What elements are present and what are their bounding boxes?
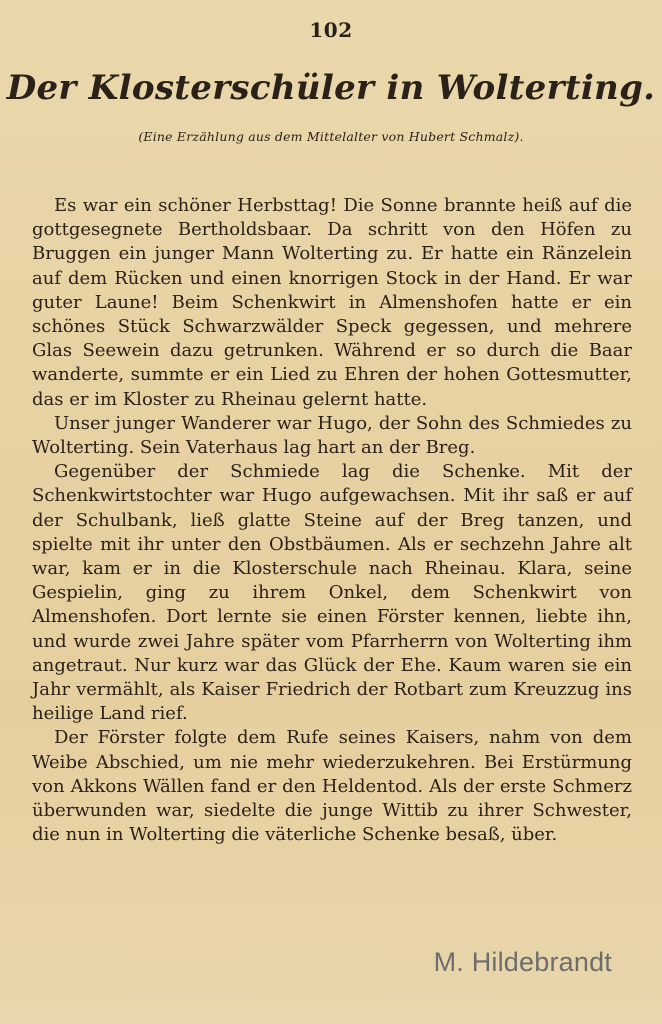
paragraph-4: Der Förster folgte dem Rufe seines Kaisers, nahm von dem Weibe Abschied, um nie mehr wiederzukehren. Bei Erstürmung von Akkons Wällen fand er den Heldentod. Als der erste Schmerz überwunden war, siedelte die junge Wittib zu ihrer Schwester, die nun in Wolterting die väterliche Schenke besaß, über.: [32, 727, 632, 846]
story-subtitle: (Eine Erzählung aus dem Mittelalter von Hubert Schmalz).: [138, 129, 524, 144]
watermark: M. Hildebrandt: [433, 947, 612, 977]
paragraph-2: Unser junger Wanderer war Hugo, der Sohn des Schmiedes zu Wolterting. Sein Vaterhaus lag hart an der Breg.: [32, 412, 632, 459]
story-title: Der Klosterschüler in Wolterting.: [6, 68, 656, 108]
story-body: [32, 194, 632, 847]
page-number: 102: [309, 18, 353, 42]
paragraph-3: Gegenüber der Schmiede lag die Schenke. Mit der Schenkwirtstochter war Hugo aufgewachsen. Mit ihr saß er auf der Schulbank, ließ glatte Steine auf der Breg tanzen, und spielte mit ihr unter den Obstbäumen. Als er sechzehn Jahre alt war, kam er in die Klosterschule nach Rheinau. Klara, seine Gespielin, ging zu ihrem Onkel, dem Schenkwirt von Almenshofen. Dort lernte sie einen Förster kennen, liebte ihn, und wurde zwei Jahre später vom Pfarrherrn von Wolterting ihm angetraut. Nur kurz war das Glück der Ehe. Kaum waren sie ein Jahr vermählt, als Kaiser Friedrich der Rotbart zum Kreuzzug ins heilige Land rief.: [32, 461, 632, 725]
paragraph-1: Es war ein schöner Herbsttag! Die Sonne brannte heiß auf die gottgesegnete Bertholdsbaar. Da schritt von den Höfen zu Bruggen ein junger Mann Wolterting zu. Er hatte ein Ränzelein auf dem Rücken und einen knorrigen Stock in der Hand. Er war guter Laune! Beim Schenkwirt in Almenshofen hatte er ein schönes Stück Schwarzwälder Speck gegessen, und mehrere Glas Seewein dazu getrunken. Während er so durch die Baar wanderte, summte er ein Lied zu Ehren der hohen Gottesmutter, das er im Kloster zu Rheinau gelernt hatte.: [32, 195, 632, 410]
